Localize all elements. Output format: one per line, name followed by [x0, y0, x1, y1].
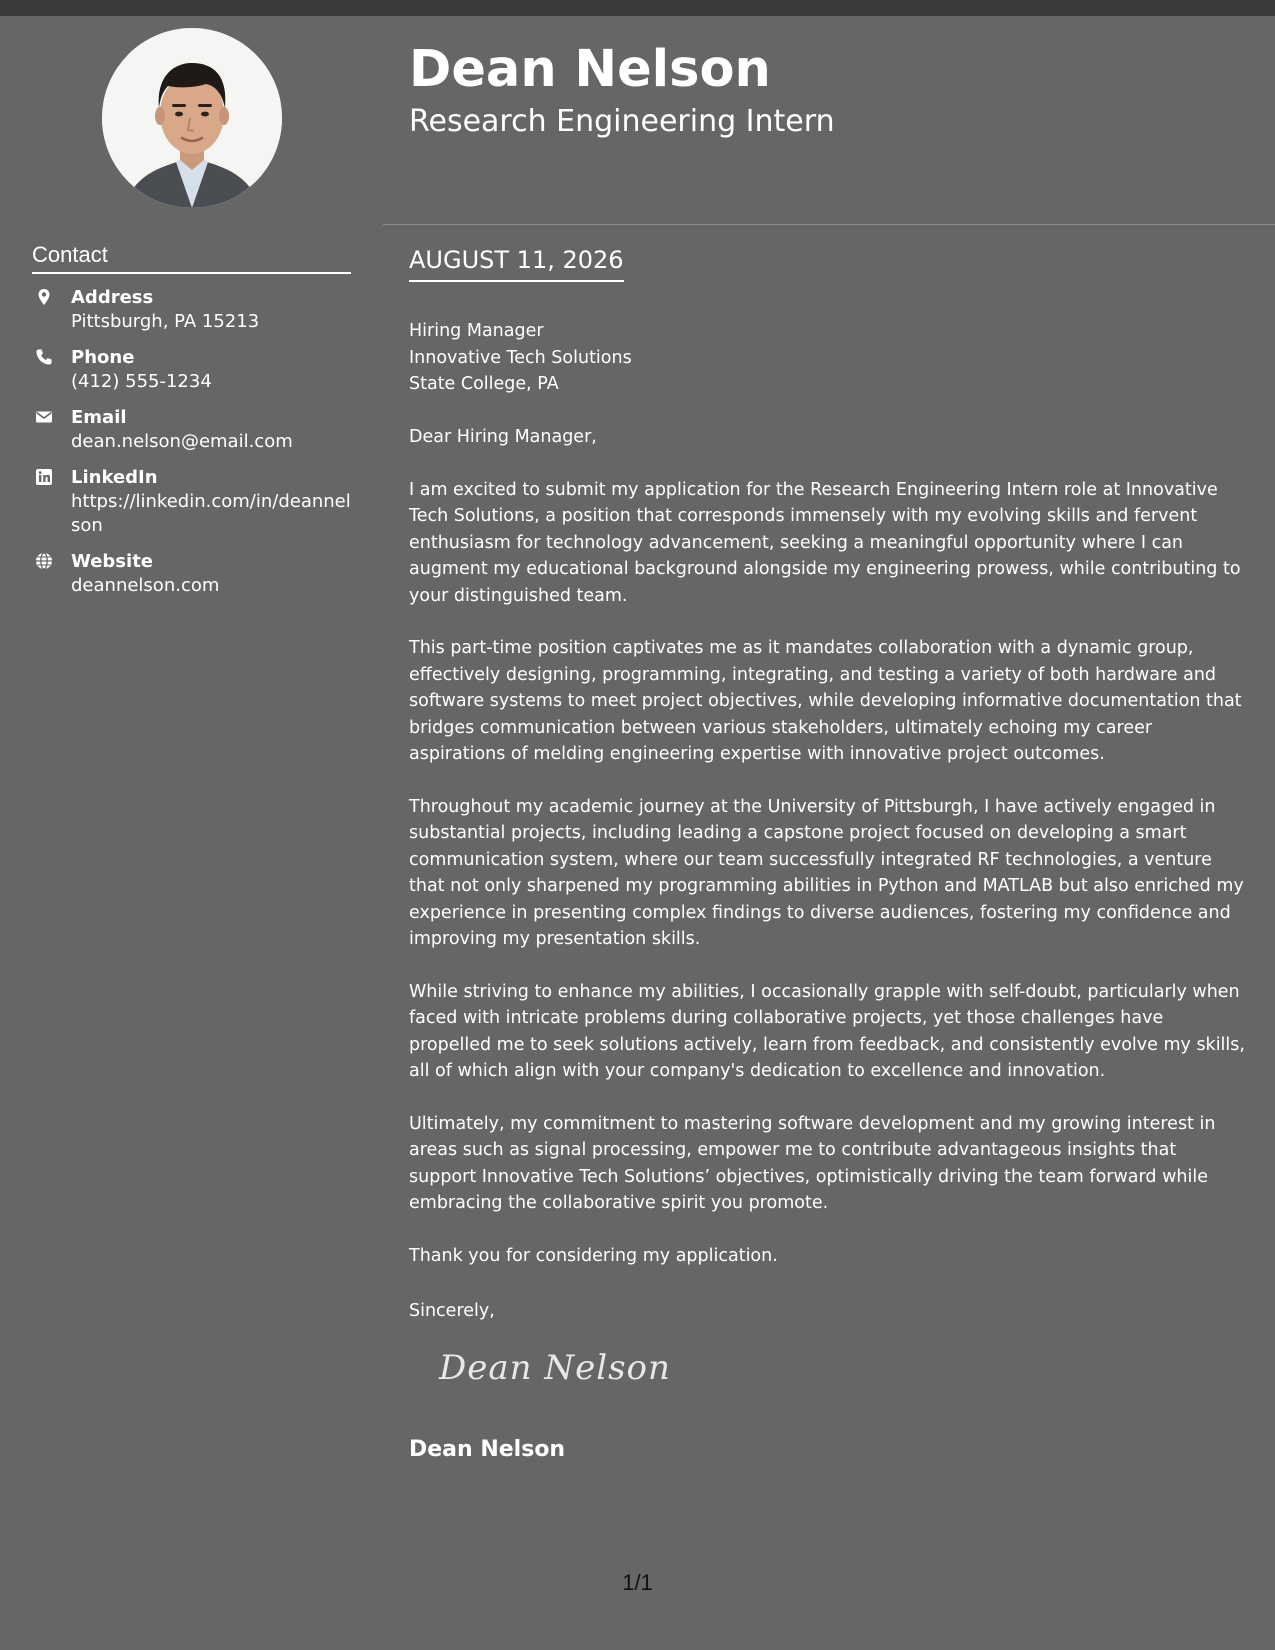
contact-label[interactable]: Email [71, 407, 127, 428]
letter-paragraph: I am excited to submit my application for the Research Engineering Intern role at Innovative Tech Solutions, a position that corresponds immensely with my evolving skills and fervent enthusiasm for technology advancement, seeking a meaningful opportunity where I can augment my educational background alongside my engineering prowess, while contributing to your distinguished team. [409, 479, 1241, 606]
contact-heading: Contact [32, 242, 351, 274]
contact-item-linkedin [32, 466, 352, 538]
globe-icon [35, 552, 53, 570]
contact-label: Website [71, 551, 154, 572]
sidebar [0, 16, 383, 1650]
salutation: Dear Hiring Manager, [409, 427, 597, 447]
contact-label: Phone [71, 347, 135, 368]
contact-item-address [32, 286, 352, 334]
letter-paragraph: This part-time position captivates me as it mandates collaboration with a dynamic group, effectively designing, programming, integrating, and testing a variety of both hardware and software systems to meet project objectives, while developing informative documentation that bridges communication between various stakeholders, ultimately echoing my career aspirations of melding engineering expertise with innovative project outcomes. [409, 638, 1242, 764]
letter-main [383, 16, 1275, 1650]
letter-paragraph: Throughout my academic journey at the University of Pittsburgh, I have actively engaged in substantial projects, including leading a capstone project focused on developing a smart communication system, where our team successfully integrated RF technologies, a venture that not only sharpened my programming abilities in Python and MATLAB but also enriched my experience in presenting complex findings to diverse audiences, fostering my confidence and improving my presentation skills. [409, 796, 1244, 949]
linkedin-link[interactable]: https://linkedin.com/in/deannelson [71, 491, 351, 536]
map-pin-icon [35, 288, 53, 306]
recipient-line: State College, PA [409, 374, 559, 394]
linkedin-icon [35, 468, 53, 486]
letter-paragraph: Ultimately, my commitment to mastering software development and my growing interest in areas such as signal processing, empower me to contribute advantageous insights that support Innovative Tech Solutions’ objectives, optimistically driving the team forward while embracing the collaborative spirit you promote. [409, 1113, 1216, 1213]
contact-item-website [32, 550, 352, 598]
recipient-line: Innovative Tech Solutions [409, 347, 632, 368]
handwritten-signature: Dean Nelson [439, 1348, 671, 1388]
contact-label: LinkedIn [71, 467, 158, 488]
page-number: 1/1 [622, 1570, 653, 1595]
contact-item-email [32, 406, 352, 454]
letter-paragraph: Thank you for considering my application. [409, 1245, 778, 1266]
envelope-icon [35, 408, 53, 426]
contact-item-phone [32, 346, 352, 394]
applicant-name: Dean Nelson [409, 40, 771, 99]
closing: Sincerely, [409, 1301, 495, 1321]
recipient-block [409, 318, 1249, 398]
contact-list [32, 286, 352, 610]
letter-body [409, 424, 1247, 1295]
phone-value: (412) 555-1234 [71, 371, 212, 392]
letter-paragraph: While striving to enhance my abilities, I occasionally grapple with self-doubt, particularly when faced with intricate problems during collaborative projects, yet those challenges have propelled me to seek solutions actively, learn from feedback, and consistently evolve my skills, all of which align with your company's dedication to excellence and innovation. [409, 981, 1245, 1081]
contact-label: Address [71, 287, 154, 308]
top-bar [0, 0, 1275, 16]
address-value: Pittsburgh, PA 15213 [71, 311, 260, 332]
website-link[interactable]: deannelson.com [71, 575, 220, 596]
header-divider [383, 224, 1275, 225]
signer-name: Dean Nelson [409, 1437, 566, 1462]
letter-date: AUGUST 11, 2026 [409, 246, 624, 282]
job-title: Research Engineering Intern [409, 104, 835, 139]
recipient-line: Hiring Manager [409, 321, 544, 341]
avatar [102, 28, 282, 208]
email-link[interactable]: dean.nelson@email.com [71, 431, 293, 452]
phone-icon [35, 348, 53, 366]
profile-photo [102, 28, 282, 208]
